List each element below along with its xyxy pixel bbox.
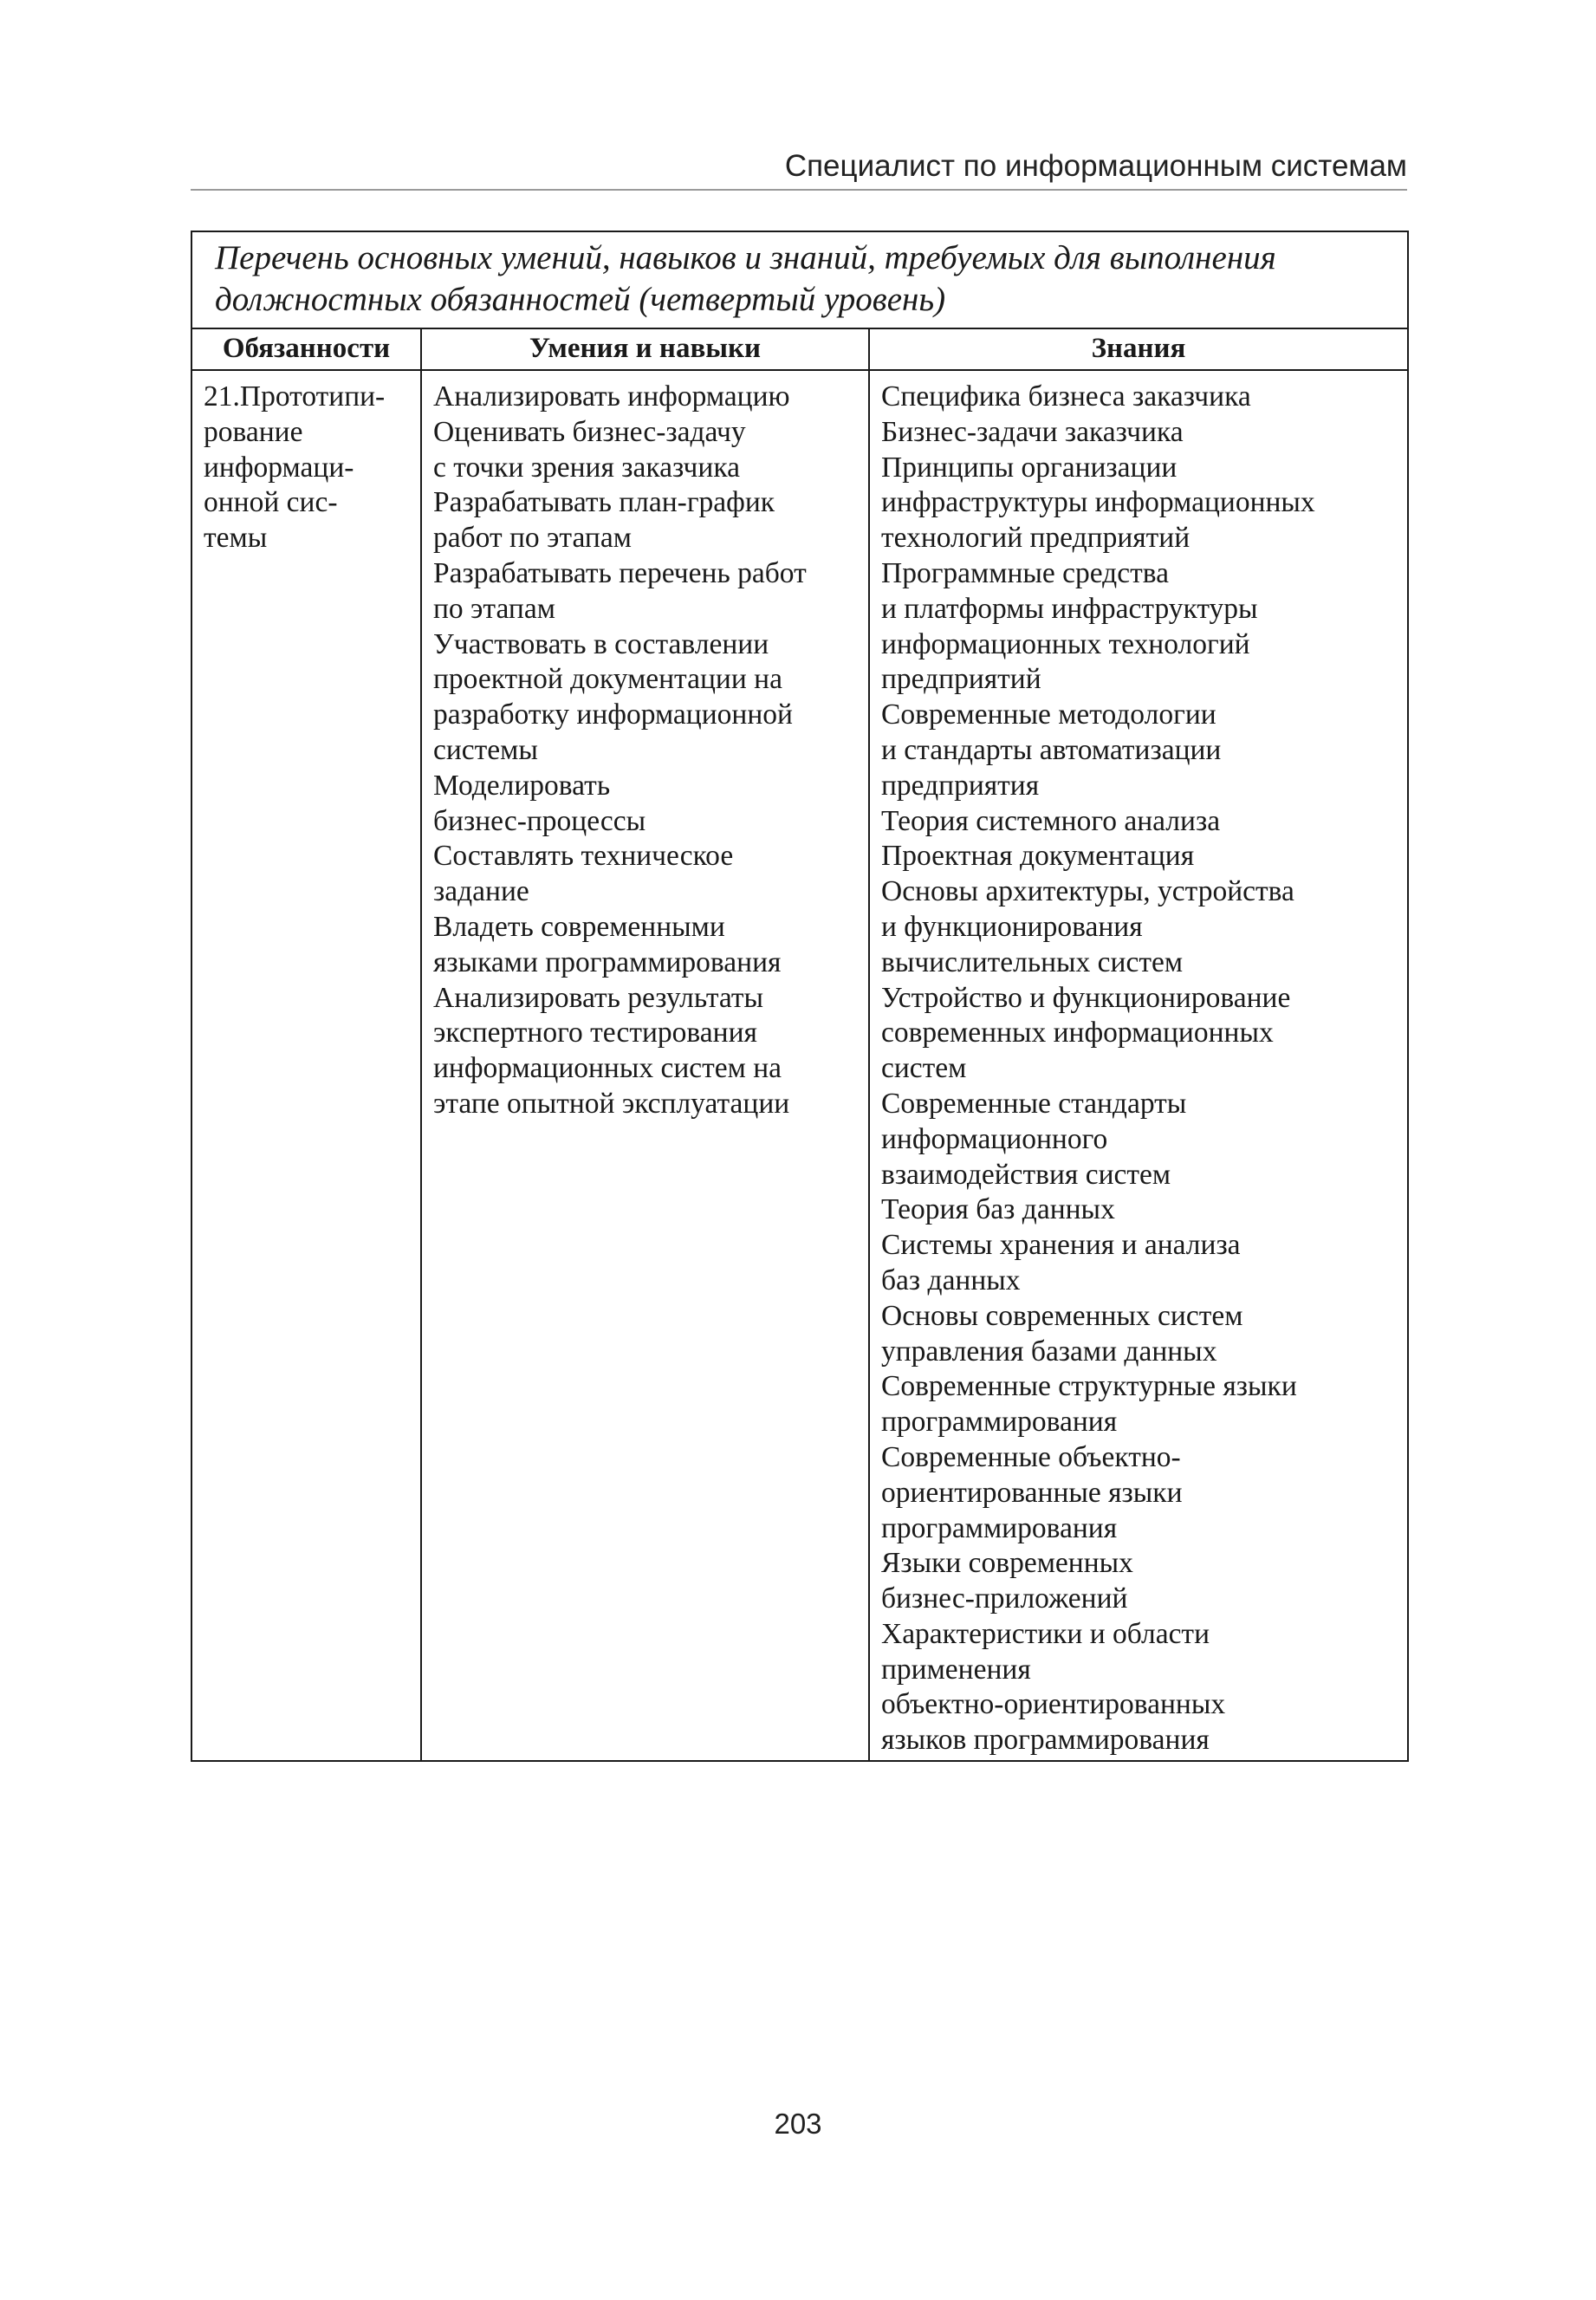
cell-line: бизнес-приложений <box>881 1582 1128 1615</box>
cell-line: Современные стандарты <box>881 1087 1187 1120</box>
cell-line: экспертного тестирования <box>433 1017 757 1049</box>
skills-cell <box>421 370 869 1761</box>
cell-line: объектно-ориентированных <box>881 1688 1226 1721</box>
cell-line: управления базами данных <box>881 1335 1217 1368</box>
cell-line: предприятия <box>881 769 1040 802</box>
cell-line: Проектная документация <box>881 840 1195 873</box>
cell-line: Основы архитектуры, устройства <box>881 875 1294 908</box>
cell-line: применения <box>881 1653 1031 1686</box>
cell-line: темы <box>204 522 268 555</box>
cell-line: Устройство и функционирование <box>881 981 1291 1014</box>
cell-line: Характеристики и области <box>881 1617 1210 1650</box>
header-duties: Обязанности <box>191 328 421 370</box>
cell-line: Системы хранения и анализа <box>881 1229 1241 1262</box>
cell-line: Анализировать результаты <box>433 981 764 1014</box>
cell-line: Бизнес-задачи заказчика <box>881 415 1184 448</box>
cell-line: бизнес-процессы <box>433 804 646 837</box>
cell-line: и платформы инфраструктуры <box>881 592 1258 625</box>
cell-line: этапе опытной эксплуатации <box>433 1087 790 1120</box>
cell-line: вычислительных систем <box>881 945 1184 978</box>
cell-line: Разрабатывать перечень работ <box>433 556 807 589</box>
cell-line: Современные структурные языки <box>881 1370 1297 1403</box>
cell-line: систем <box>881 1052 967 1085</box>
cell-line: Оценивать бизнес-задачу <box>433 415 746 448</box>
cell-line: Анализировать информацию <box>433 380 790 413</box>
cell-line: Моделировать <box>433 769 611 802</box>
caption-line: должностных обязанностей (четвертый уровень) <box>215 281 946 318</box>
cell-line: Современные методологии <box>881 698 1216 731</box>
duties-cell <box>191 370 421 1761</box>
cell-line: рование <box>204 415 303 448</box>
cell-line: Принципы организации <box>881 451 1178 484</box>
table-caption <box>191 231 1408 328</box>
cell-line: Владеть современными <box>433 910 725 943</box>
cell-line: языками программирования <box>433 945 782 978</box>
knowledge-cell <box>869 370 1408 1761</box>
cell-line: предприятий <box>881 663 1041 696</box>
cell-line: информационных технологий <box>881 627 1250 660</box>
cell-line: по этапам <box>433 592 555 625</box>
cell-line: технологий предприятий <box>881 522 1191 555</box>
cell-line: информаци- <box>204 451 354 484</box>
table-row <box>191 370 1408 1761</box>
cell-line: информационного <box>881 1122 1108 1155</box>
cell-line: инфраструктуры информационных <box>881 486 1315 519</box>
cell-line: Специфика бизнеса заказчика <box>881 380 1251 413</box>
cell-line: и стандарты автоматизации <box>881 733 1222 766</box>
table-caption-row <box>191 231 1408 328</box>
cell-line: программирования <box>881 1511 1118 1544</box>
cell-line: Теория системного анализа <box>881 804 1221 837</box>
header-rule <box>191 189 1407 191</box>
cell-line: Современные объектно- <box>881 1440 1181 1473</box>
cell-line: Языки современных <box>881 1547 1133 1580</box>
cell-line: Теория баз данных <box>881 1193 1115 1226</box>
running-header: Специалист по информационным системам <box>784 149 1407 183</box>
cell-line: и функционирования <box>881 910 1143 943</box>
skills-knowledge-table <box>191 231 1409 1762</box>
cell-line: баз данных <box>881 1264 1021 1296</box>
cell-line: системы <box>433 733 538 766</box>
cell-line: задание <box>433 875 529 908</box>
cell-line: информационных систем на <box>433 1052 782 1085</box>
cell-line: языков программирования <box>881 1724 1210 1757</box>
cell-line: взаимодействия систем <box>881 1158 1171 1191</box>
cell-line: Участвовать в составлении <box>433 627 769 660</box>
header-skills: Умения и навыки <box>421 328 869 370</box>
cell-line: с точки зрения заказчика <box>433 451 740 484</box>
cell-line: Разрабатывать план-график <box>433 486 775 519</box>
cell-line: современных информационных <box>881 1017 1274 1049</box>
caption-line: Перечень основных умений, навыков и знаний, требуемых для выполнения <box>215 239 1276 276</box>
cell-line: 21.Прототипи- <box>204 380 386 413</box>
cell-line: Основы современных систем <box>881 1299 1243 1332</box>
cell-line: ориентированные языки <box>881 1476 1183 1509</box>
page-number: 203 <box>774 2108 822 2140</box>
cell-line: онной сис- <box>204 486 338 519</box>
cell-line: разработку информационной <box>433 698 793 731</box>
cell-line: Составлять техническое <box>433 840 734 873</box>
cell-line: Программные средства <box>881 556 1169 589</box>
cell-line: проектной документации на <box>433 663 782 696</box>
header-knowledge: Знания <box>869 328 1408 370</box>
cell-line: программирования <box>881 1406 1118 1439</box>
table-header-row <box>191 328 1408 370</box>
cell-line: работ по этапам <box>433 522 632 555</box>
